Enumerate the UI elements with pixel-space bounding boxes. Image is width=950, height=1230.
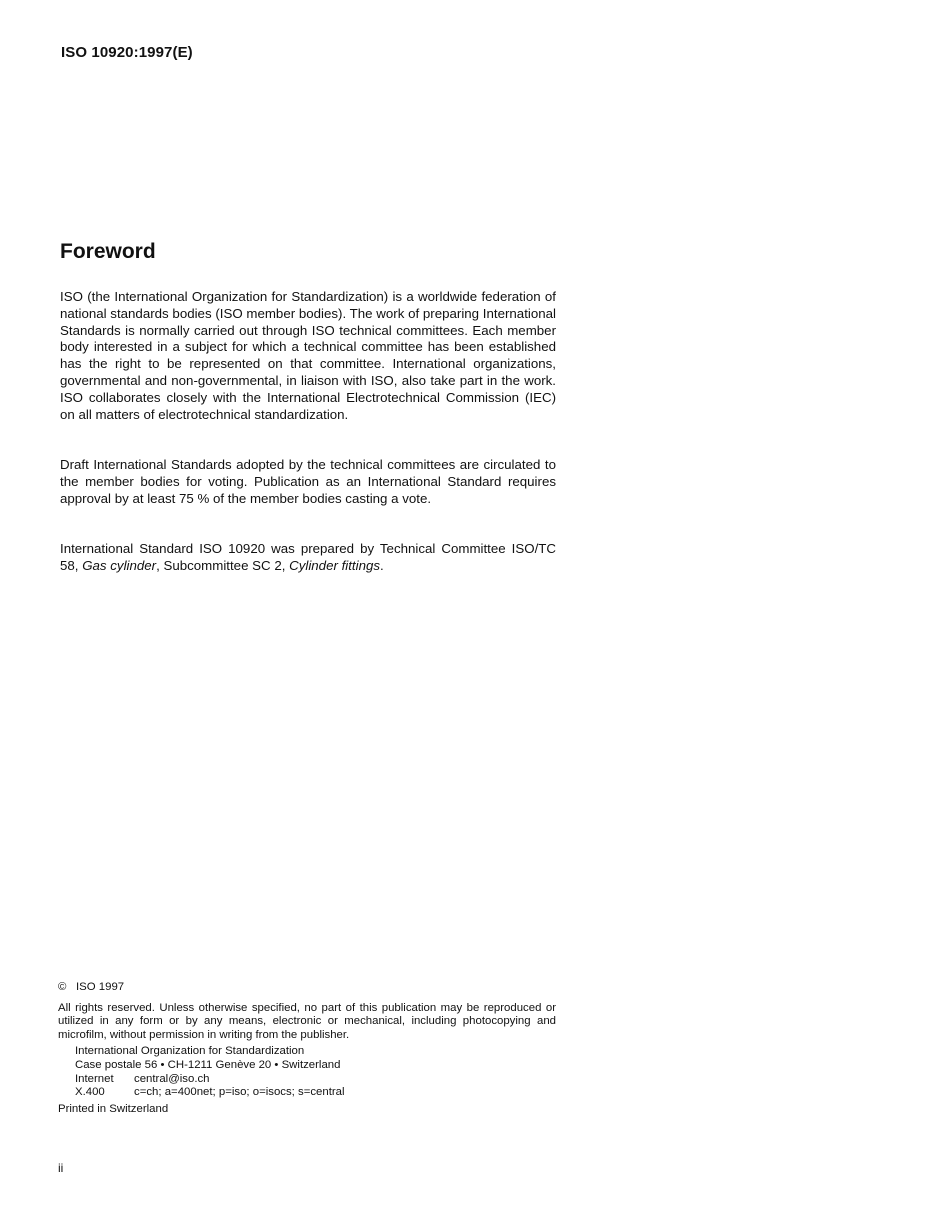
publisher-address bbox=[75, 1045, 556, 1099]
copyright-line bbox=[58, 981, 556, 995]
subcommittee-name: Cylinder fittings bbox=[289, 557, 381, 573]
document-id: ISO 10920:1997(E) bbox=[61, 44, 193, 61]
foreword-paragraph-2: Draft International Standards adopted by the technical committees are circulated to the member bodies for voting. Publication as an International Standard requires approval by at least 75 % of the member bodies casting a vote. bbox=[60, 457, 556, 506]
committee-name: Gas cylinder bbox=[82, 557, 157, 573]
publisher-organization: International Organization for Standardization bbox=[75, 1045, 305, 1058]
x400-row bbox=[75, 1086, 556, 1100]
rights-statement: All rights reserved. Unless otherwise specified, no part of this publication may be reproduced or utilized in any form or by any means, electronic or mechanical, including photocopying and microfilm, without permission in writing from the publisher. bbox=[58, 1001, 556, 1041]
internet-row bbox=[75, 1073, 556, 1087]
foreword-title: Foreword bbox=[60, 240, 156, 263]
x400-address: c=ch; a=400net; p=iso; o=isocs; s=central bbox=[134, 1086, 345, 1099]
copyright-icon: © bbox=[58, 981, 67, 993]
internet-address: central@iso.ch bbox=[134, 1072, 210, 1085]
paragraph-3-text-a: International Standard ISO 10920 was prepared by Technical Committee ISO/TC 58, bbox=[60, 541, 556, 573]
printed-in: Printed in Switzerland bbox=[58, 1102, 169, 1115]
page-number: ii bbox=[58, 1161, 64, 1175]
internet-label: Internet bbox=[75, 1072, 114, 1085]
paragraph-3-text-b: , Subcommittee SC 2, bbox=[156, 557, 290, 573]
postal-address: Case postale 56 • CH-1211 Genève 20 • Switzerland bbox=[75, 1058, 341, 1071]
paragraph-3-text-c: . bbox=[380, 557, 384, 573]
x400-label: X.400 bbox=[75, 1086, 105, 1099]
foreword-paragraph-3 bbox=[60, 541, 556, 575]
copyright-year: ISO 1997 bbox=[76, 981, 125, 993]
copyright-block bbox=[58, 981, 556, 1116]
foreword-paragraph-1: ISO (the International Organization for Standardization) is a worldwide federation of national standards bodies (ISO member bodies). The work of preparing International Standards is normally carried out through ISO technical committees. Each member body interested in a subject for which a technical committee has been established has the right to be represented on that committee. International organizations, governmental and non-governmental, in liaison with ISO, also take part in the work. ISO collaborates closely with the International Electrotechnical Commission (IEC) on all matters of electrotechnical standardization. bbox=[60, 289, 556, 422]
